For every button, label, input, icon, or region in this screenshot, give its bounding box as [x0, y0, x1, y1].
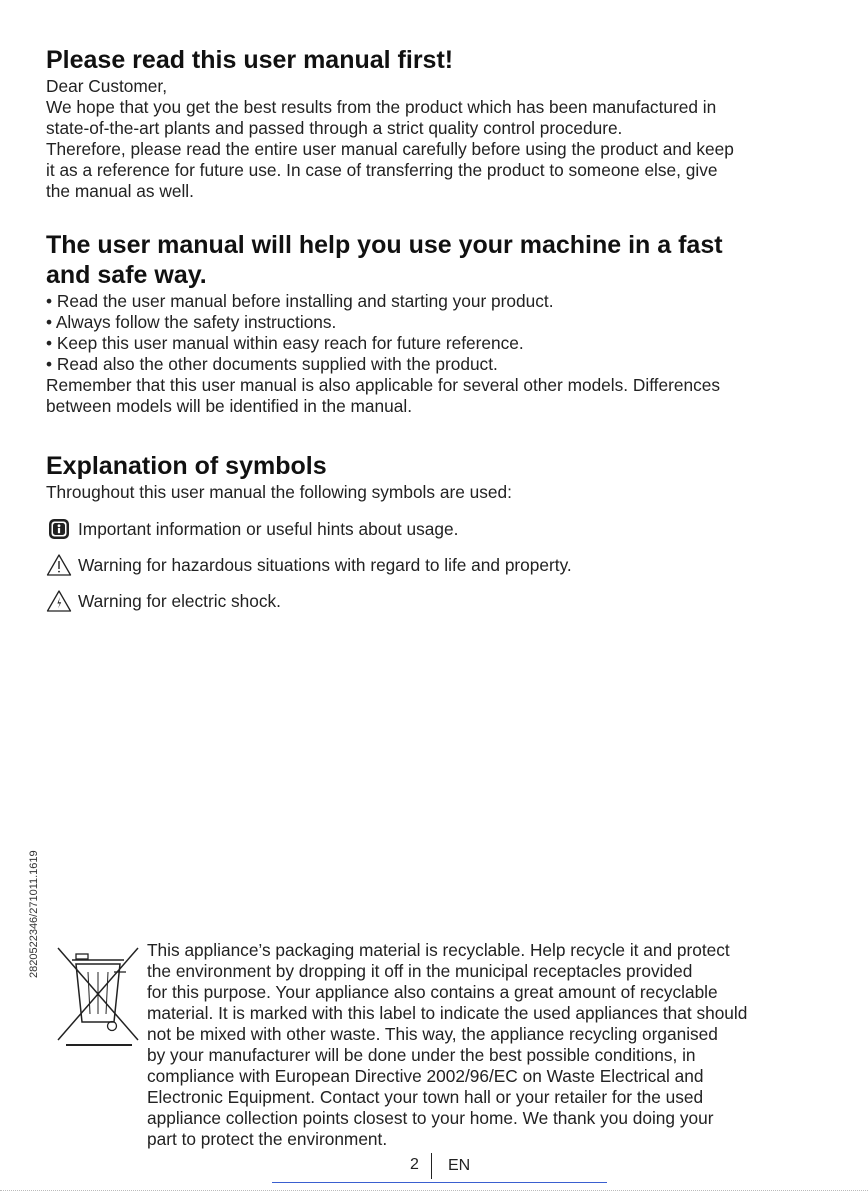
text-line: Dear Customer, — [46, 76, 168, 96]
note-line: between models will be identified in the manual. — [46, 396, 413, 416]
page-number: 2 — [410, 1156, 419, 1173]
section-title-read-manual: Please read this user manual first! — [46, 46, 454, 74]
footer-separator — [431, 1153, 432, 1179]
text-line: Electronic Equipment. Contact your town hall or your retailer for the used — [147, 1087, 704, 1107]
page-footer — [0, 1156, 868, 1186]
section-symbols — [46, 450, 826, 619]
symbol-description: Warning for hazardous situations with regard to life and property. — [78, 554, 572, 575]
text-line: This appliance’s packaging material is recyclable. Help recycle it and protect — [147, 940, 730, 960]
text-line: the manual as well. — [46, 181, 194, 201]
symbol-row-info — [46, 511, 826, 547]
footer-rule — [272, 1182, 607, 1183]
bin-underline — [66, 1044, 132, 1046]
text-line: not be mixed with other waste. This way, the appliance recycling organised — [147, 1024, 718, 1044]
document-code: 2820522346/271011.1619 — [28, 850, 40, 978]
text-line: for this purpose. Your appliance also contains a great amount of recyclable — [147, 982, 718, 1002]
crossed-out-wheelie-bin-icon — [54, 942, 142, 1052]
symbol-row-warning — [46, 547, 826, 583]
text-line: compliance with European Directive 2002/96/EC on Waste Electrical and — [147, 1066, 704, 1086]
symbol-description: Warning for electric shock. — [78, 590, 281, 611]
text-line: by your manufacturer will be done under the best possible conditions, in — [147, 1045, 696, 1065]
symbol-row-electric — [46, 583, 826, 619]
section-title-help-line2: and safe way. — [46, 261, 207, 289]
section-title-help-line1: The user manual will help you use your machine in a fast — [46, 231, 723, 259]
text-line: appliance collection points closest to your home. We thank you doing your — [147, 1108, 714, 1128]
manual-page — [46, 44, 826, 619]
section-user-manual-help — [46, 229, 826, 417]
symbol-description: Important information or useful hints about usage. — [78, 518, 459, 539]
text-line: state-of-the-art plants and passed through a strict quality control procedure. — [46, 118, 623, 138]
bullet-item: • Read the user manual before installing and starting your product. — [46, 291, 554, 311]
electric-shock-warning-icon — [46, 588, 72, 614]
recycling-text — [147, 940, 837, 1150]
text-line: material. It is marked with this label to indicate the used appliances that should — [147, 1003, 748, 1023]
section-title-symbols: Explanation of symbols — [46, 452, 327, 480]
info-icon — [46, 516, 72, 542]
text-line: We hope that you get the best results from the product which has been manufactured in — [46, 97, 717, 117]
note-line: Remember that this user manual is also applicable for several other models. Differences — [46, 375, 720, 395]
text-line: Therefore, please read the entire user manual carefully before using the product and keep — [46, 139, 734, 159]
bullet-item: • Always follow the safety instructions. — [46, 312, 337, 332]
text-line: it as a reference for future use. In case of transferring the product to someone else, give — [46, 160, 718, 180]
warning-icon — [46, 552, 72, 578]
text-line: the environment by dropping it off in the municipal receptacles provided — [147, 961, 693, 981]
bullet-item: • Keep this user manual within easy reach for future reference. — [46, 333, 524, 353]
symbols-intro: Throughout this user manual the following symbols are used: — [46, 482, 512, 502]
language-code: EN — [448, 1157, 471, 1174]
text-line: part to protect the environment. — [147, 1129, 388, 1149]
bullet-item: • Read also the other documents supplied with the product. — [46, 354, 498, 374]
intro-paragraph — [46, 76, 826, 202]
